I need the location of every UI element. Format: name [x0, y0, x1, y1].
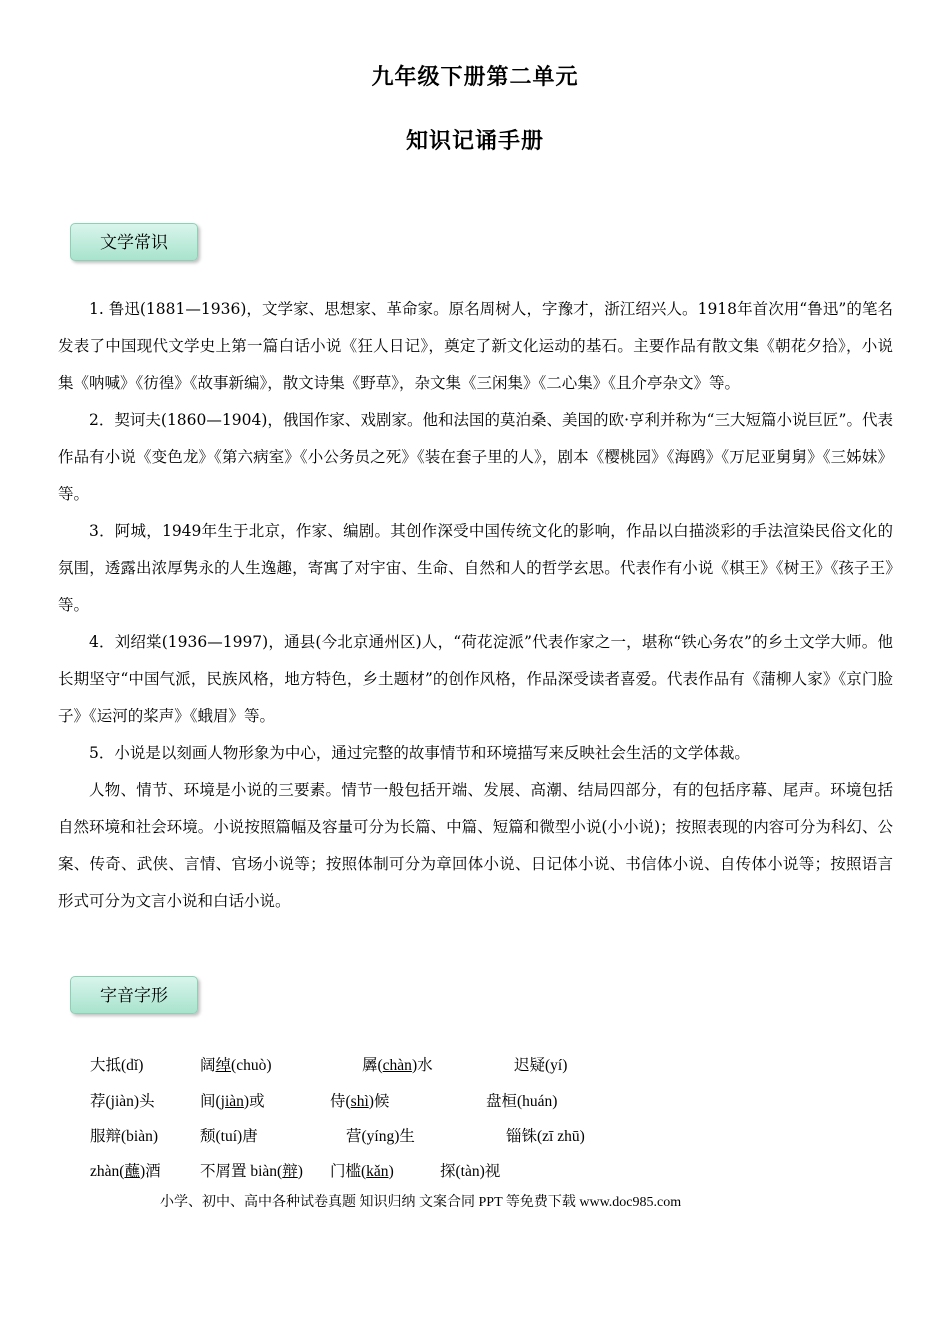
page-footer: 小学、初中、高中各种试卷真题 知识归纳 文案合同 PPT 等免费下载 www.doc985.com: [160, 1195, 682, 1210]
paragraph: 1. 鲁迅(1881—1936)，文学家、思想家、革命家。原名周树人，字豫才，浙江绍兴人。1918年首次用“鲁迅”的笔名发表了中国现代文学史上第一篇白话小说《狂人日记》，奠定了新文化运动的基石。主要作品有散文集《朝花夕拾》，小说集《呐喊》《彷徨》《故事新编》，散文诗集《野草》，杂文集《三闲集》《二心集》《且介亭杂文》等。: [58, 300, 893, 392]
word-item: 大抵(dǐ): [90, 1057, 144, 1074]
word-item: 不屑置 biàn(辩): [200, 1163, 303, 1180]
word-item: 门槛(kǎn): [330, 1163, 394, 1180]
literature-content: [58, 291, 893, 920]
paragraph: 人物、情节、环境是小说的三要素。情节一般包括开端、发展、高潮、结局四部分，有的包括序幕、尾声。环境包括自然环境和社会环境。小说按照篇幅及容量可分为长篇、中篇、短篇和微型小说(小小说)；按照表现的内容可分为科幻、公案、传奇、武侠、言情、官场小说等；按照体制可分为章回体小说、日记体小说、书信体小说、自传体小说等；按照语言形式可分为文言小说和白话小说。: [58, 781, 893, 910]
word-item: 盘桓(huán): [486, 1093, 558, 1110]
section-tab-literature: 文学常识: [70, 223, 198, 261]
word-item: 探(tàn)视: [440, 1163, 501, 1180]
word-item: 颓(tuí)唐: [200, 1128, 258, 1145]
page-subtitle: 知识记诵手册: [405, 129, 544, 154]
word-item: 羼(chàn)水: [362, 1057, 433, 1074]
word-item: 营(yíng)生: [346, 1128, 415, 1145]
page-title: 九年级下册第二单元: [371, 65, 579, 90]
word-item: 迟疑(yí): [514, 1057, 568, 1074]
word-item: 阔绰(chuò): [200, 1057, 272, 1074]
paragraph: 2．契诃夫(1860—1904)，俄国作家、戏剧家。他和法国的莫泊桑、美国的欧·亨利并称为“三大短篇小说巨匠”。代表作品有小说《变色龙》《第六病室》《小公务员之死》《装在套子里的人》，剧本《樱桃园》《海鸥》《万尼亚舅舅》《三姊妹》等。: [58, 411, 893, 503]
word-item: 荐(jiàn)头: [90, 1093, 155, 1110]
paragraph: 3．阿城，1949年生于北京，作家、编剧。其创作深受中国传统文化的影响，作品以白描淡彩的手法渲染民俗文化的氛围，透露出浓厚隽永的人生逸趣，寄寓了对宇宙、生命、自然和人的哲学玄思。代表作有小说《棋王》《树王》《孩子王》等。: [58, 522, 893, 614]
paragraph: 5．小说是以刻画人物形象为中心，通过完整的故事情节和环境描写来反映社会生活的文学体裁。: [89, 744, 750, 762]
section-tab-pronunciation: 字音字形: [70, 976, 198, 1014]
word-item: zhàn(蘸)酒: [90, 1163, 161, 1180]
word-item: 锱铢(zī zhū): [506, 1128, 585, 1145]
word-item: 侍(shì)候: [330, 1093, 390, 1110]
paragraph: 4．刘绍棠(1936—1997)，通县(今北京通州区)人，“荷花淀派”代表作家之一，堪称“铁心务农”的乡土文学大师。他长期坚守“中国气派，民族风格，地方特色，乡土题材”的创作风格，作品深受读者喜爱。代表作品有《蒲柳人家》《京门脸子》《运河的桨声》《蛾眉》等。: [58, 633, 893, 725]
word-item: 间(jiàn)或: [200, 1093, 265, 1110]
word-item: 服辩(biàn): [90, 1128, 159, 1145]
